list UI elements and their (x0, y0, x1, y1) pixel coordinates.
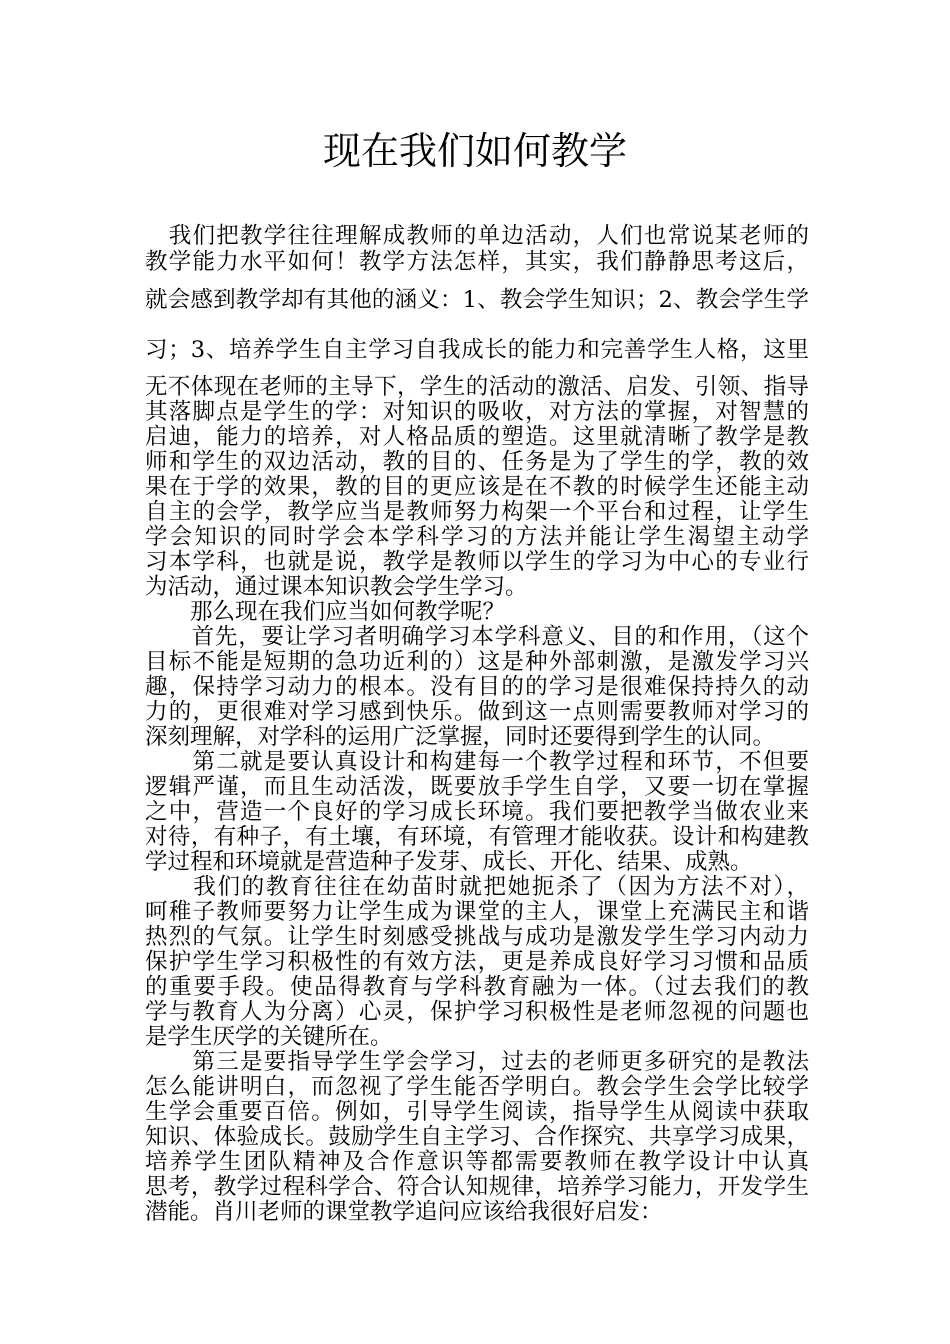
paragraph-line: 其落脚点是学生的学：对知识的吸收，对方法的掌握，对智慧的 (145, 399, 809, 425)
paragraph-line: 深刻理解，对学科的运用广泛掌握，同时还要得到学生的认同。 (145, 724, 776, 750)
paragraph-line: 学与教育人为分离）心灵，保护学习积极性是老师忽视的问题也 (145, 999, 809, 1025)
paragraph-line: 首先，要让学习者明确学习本学科意义、目的和作用，（这个 (145, 624, 809, 650)
paragraph-line: 潜能。肖川老师的课堂教学追问应该给我很好启发： (145, 1199, 663, 1225)
paragraph-line: 那么现在我们应当如何教学呢？ (145, 599, 506, 625)
paragraph-line: 思考，教学过程科学合、符合认知规律，培养学习能力，开发学生 (145, 1174, 809, 1200)
paragraph-line: 目标不能是短期的急功近利的）这是种外部刺激，是激发学习兴 (145, 649, 809, 675)
paragraph-line: 自主的会学，教学应当是教师努力构架一个平台和过程，让学生 (145, 499, 809, 525)
paragraph-line: 第二就是要认真设计和构建每一个教学过程和环节，不但要 (145, 749, 809, 775)
paragraph-line: 怎么能讲明白，而忽视了学生能否学明白。教会学生会学比较学 (145, 1074, 809, 1100)
paragraph-line: 热烈的气氛。让学生时刻感受挑战与成功是激发学生学习内动力 (145, 924, 809, 950)
document-title: 现在我们如何教学 (322, 129, 627, 173)
paragraph-line: 就会感到教学却有其他的涵义：1、教会学生知识；2、教会学生学 (145, 287, 809, 313)
paragraph-line: 对待，有种子，有土壤，有环境，有管理才能收获。设计和构建教 (145, 824, 809, 850)
paragraph-line: 习本学科，也就是说，教学是教师以学生的学习为中心的专业行 (145, 549, 809, 575)
paragraph-line: 为活动，通过课本知识教会学生学习。 (145, 574, 528, 600)
paragraph-line: 生学会重要百倍。例如，引导学生阅读，指导学生从阅读中获取 (145, 1099, 809, 1125)
paragraph-line: 知识、体验成长。鼓励学生自主学习、合作探究、共享学习成果， (145, 1124, 809, 1150)
paragraph-line: 果在于学的效果，教的目的更应该是在不教的时候学生还能主动 (145, 474, 809, 500)
paragraph-line: 呵稚子教师要努力让学生成为课堂的主人，课堂上充满民主和谐 (145, 899, 809, 925)
paragraph-line: 师和学生的双边活动，教的目的、任务是为了学生的学，教的效 (145, 449, 809, 475)
paragraph-line: 第三是要指导学生学会学习，过去的老师更多研究的是教法 (145, 1049, 809, 1075)
paragraph-line: 之中，营造一个良好的学习成长环境。我们要把教学当做农业来 (145, 799, 809, 825)
paragraph-line: 教学能力水平如何！教学方法怎样，其实，我们静静思考这后， (145, 249, 809, 275)
paragraph-line: 我们的教育往往在幼苗时就把她扼杀了（因为方法不对）， (145, 874, 809, 900)
paragraph-line: 趣，保持学习动力的根本。没有目的的学习是很难保持持久的动 (145, 674, 809, 700)
paragraph-line: 习；3、培养学生自主学习自我成长的能力和完善学生人格，这里 (145, 337, 809, 363)
paragraph-line: 启迪，能力的培养，对人格品质的塑造。这里就清晰了教学是教 (145, 424, 809, 450)
paragraph-line: 我们把教学往往理解成教师的单边活动，人们也常说某老师的 (145, 223, 809, 249)
paragraph-line: 学会知识的同时学会本学科学习的方法并能让学生渴望主动学 (145, 524, 809, 550)
paragraph-line: 力的，更很难对学习感到快乐。做到这一点则需要教师对学习的 (145, 699, 809, 725)
paragraph-line: 无不体现在老师的主导下，学生的活动的激活、启发、引领、指导 (145, 374, 809, 400)
paragraph-line: 保护学生学习积极性的有效方法，更是养成良好学习习惯和品质 (145, 949, 809, 975)
paragraph-line: 逻辑严谨，而且生动活泼，既要放手学生自学，又要一切在掌握 (145, 774, 809, 800)
paragraph-line: 是学生厌学的关键所在。 (145, 1024, 393, 1050)
paragraph-line: 学过程和环境就是营造种子发芽、成长、开化、结果、成熟。 (145, 849, 753, 875)
paragraph-line: 的重要手段。使品得教育与学科教育融为一体。（过去我们的教 (145, 974, 809, 1000)
paragraph-line: 培养学生团队精神及合作意识等都需要教师在教学设计中认真 (145, 1149, 809, 1175)
